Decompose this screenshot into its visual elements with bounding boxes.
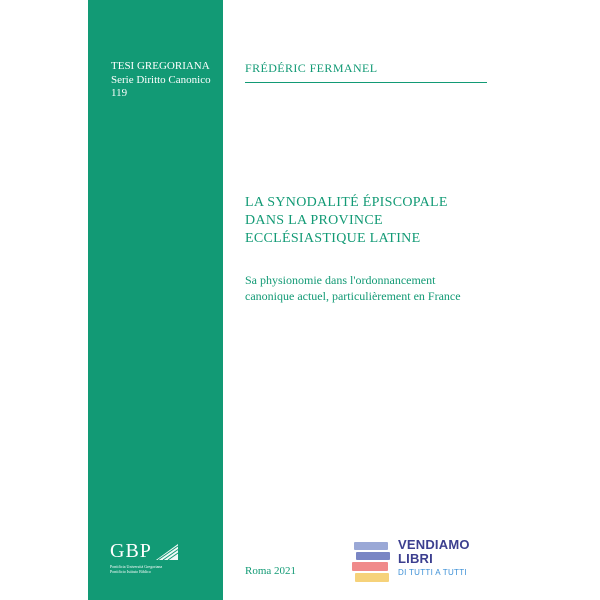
title-line: LA SYNODALITÉ ÉPISCOPALE <box>245 195 448 210</box>
author-name: FRÉDÉRIC FERMANEL <box>245 61 378 75</box>
store-name-line2: LIBRI <box>398 551 433 566</box>
publisher-emblem-icon <box>154 542 180 562</box>
publisher-logo-text: GBP <box>110 540 152 562</box>
title-line: DANS LA PROVINCE <box>245 213 383 228</box>
publisher-line: Pontificia Università Gregoriana <box>110 564 163 569</box>
subtitle-line: Sa physionomie dans l'ordonnancement <box>245 273 436 287</box>
series-number: 119 <box>111 87 128 99</box>
book-subtitle <box>245 272 505 304</box>
vendiamo-libri-logo <box>352 537 470 588</box>
series-subtitle: Serie Diritto Canonico <box>111 73 211 86</box>
publisher-line: Pontificio Istituto Biblico <box>110 569 151 574</box>
title-line: ECCLÉSIASTIQUE LATINE <box>245 231 421 246</box>
store-name-line1: VENDIAMO <box>398 537 470 552</box>
store-tagline: DI TUTTI A TUTTI <box>398 568 467 577</box>
book-title <box>245 194 505 248</box>
book-stack-icon <box>352 540 392 584</box>
author-rule-divider <box>245 82 487 83</box>
publisher-logo <box>110 536 210 574</box>
place-year: Roma 2021 <box>245 565 297 577</box>
series-title: TESI GREGORIANA <box>111 60 210 72</box>
subtitle-line: canonique actuel, particulièrement en France <box>245 289 461 303</box>
series-info <box>111 60 221 101</box>
